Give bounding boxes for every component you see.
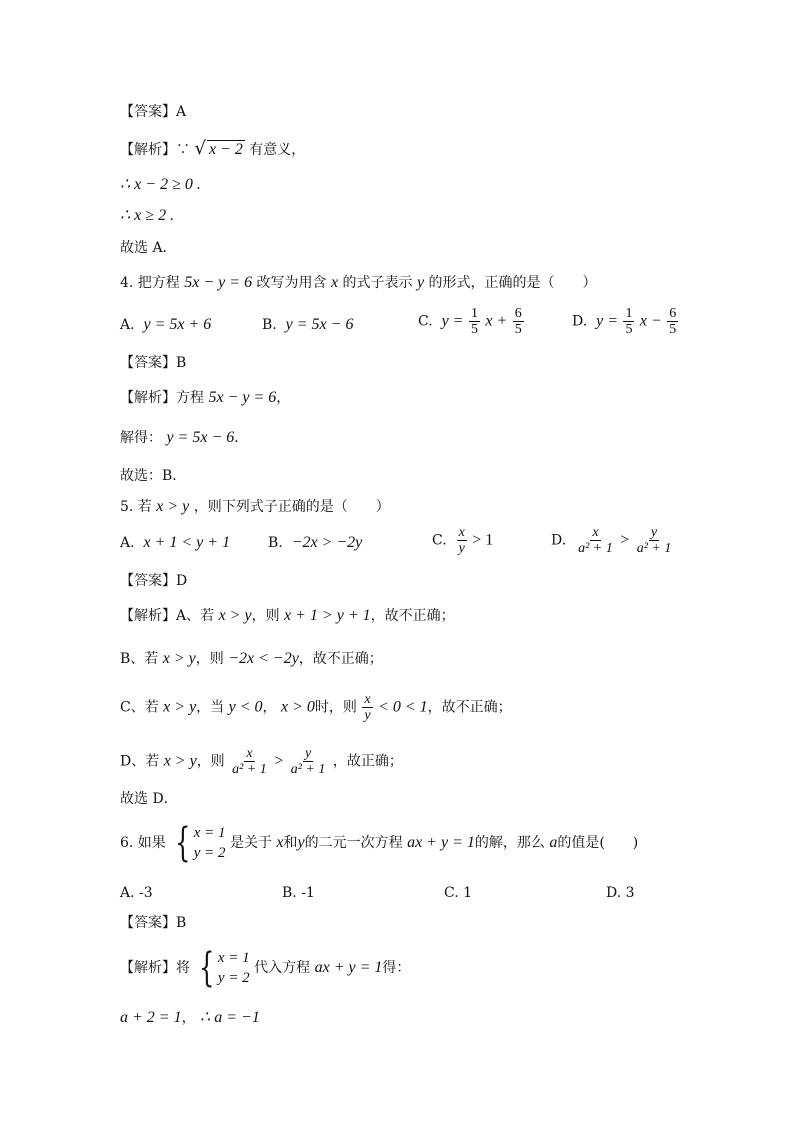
analysis-label: 【解析】方程 <box>120 390 204 406</box>
q6-var-y: y <box>297 834 305 851</box>
numerator: 6 <box>514 306 522 321</box>
text: D、若 <box>120 753 160 770</box>
fraction <box>362 692 372 723</box>
text: 是关于 <box>229 835 272 851</box>
text: ，故正确； <box>332 753 403 770</box>
numerator: x <box>364 692 371 707</box>
solve-equation: y = 5x − 6 <box>166 429 235 446</box>
q3-answer: 【答案】A <box>120 104 187 120</box>
solve-label: 解得： <box>120 430 162 446</box>
fraction <box>289 746 328 777</box>
numerator: y <box>650 525 658 540</box>
q5-analysis-a <box>120 606 455 626</box>
expr: y < 0 <box>228 698 263 716</box>
option-expr: −2x > −2y <box>291 534 363 551</box>
option-op: > <box>620 531 630 549</box>
q5-stem-prefix: 5. 若 <box>120 499 152 515</box>
option-mid: x − <box>639 312 662 330</box>
q4-stem <box>120 273 597 293</box>
denominator: a² + 1 <box>290 762 326 777</box>
expr: −2x < −2y <box>228 650 299 667</box>
equation-system <box>194 945 250 991</box>
q6-option-a[interactable]: A. -3 <box>120 885 153 901</box>
text: ，故不正确； <box>370 608 455 624</box>
system-row: x = 1 <box>217 950 250 966</box>
option-label: C. <box>432 532 447 549</box>
q4-solve <box>120 428 248 448</box>
q6-analysis <box>120 945 411 991</box>
q6-option-c[interactable]: C. 1 <box>444 885 473 901</box>
text: 代入方程 <box>254 960 311 976</box>
text: 得： <box>382 960 411 976</box>
denominator: a² + 1 <box>232 762 267 777</box>
q4-option-b[interactable] <box>262 315 353 335</box>
q6-var-a: a <box>549 834 558 851</box>
expr: x + 1 > y + 1 <box>284 607 371 624</box>
text: 和 <box>283 835 298 851</box>
q5-analysis-b <box>120 649 383 669</box>
q5-analysis-d <box>120 746 403 777</box>
q3-step2: ∴ x ≥ 2 . <box>120 207 175 224</box>
condition: x > y <box>163 752 197 770</box>
text: 的值是( ) <box>557 835 639 851</box>
q6-var-x: x <box>276 834 284 851</box>
because-symbol: ∵ <box>176 142 190 158</box>
q4-equation: 5x − y = 6 <box>184 274 253 291</box>
result-equation: a + 2 = 1 <box>120 1009 182 1026</box>
analysis-label: 【解析】 <box>120 142 176 158</box>
denominator: y <box>458 541 465 556</box>
q3-choose: 故选 A． <box>120 240 177 256</box>
radicand: x − 2 <box>208 141 243 158</box>
text: 【解析】A、若 <box>120 608 215 624</box>
text: ，故不正确； <box>298 651 383 667</box>
q6-stem <box>120 820 639 866</box>
text: 时，则 <box>314 699 357 716</box>
fraction <box>667 306 678 337</box>
q4-answer: 【答案】B <box>120 355 187 371</box>
expr: x > 0 <box>280 698 315 716</box>
q5-choose: 故选 D． <box>120 791 178 807</box>
q4-choose: 故选：B． <box>120 468 187 484</box>
q4-analysis <box>120 388 290 408</box>
text: 的解，那么 <box>474 835 545 851</box>
text: C、若 <box>120 699 159 716</box>
sqrt-symbol-icon: √ <box>194 138 206 159</box>
numerator: 1 <box>470 306 478 321</box>
option-tail: > 1 <box>472 531 494 549</box>
analysis-equation: ax + y = 1 <box>314 959 383 976</box>
text: ， <box>181 1010 196 1026</box>
numerator: x <box>246 746 253 761</box>
fraction <box>469 306 480 337</box>
q4-option-c[interactable] <box>418 306 525 337</box>
fraction <box>635 525 674 556</box>
denominator: 5 <box>669 322 677 337</box>
operator: > <box>274 752 284 770</box>
text: ，则 <box>251 608 280 624</box>
q6-option-d[interactable]: D. 3 <box>606 885 635 901</box>
analysis-equation: 5x − y = 6 <box>208 389 277 406</box>
denominator: a² + 1 <box>636 541 672 556</box>
option-label: C. <box>418 313 433 330</box>
q6-answer: 【答案】B <box>120 915 187 931</box>
option-label: B. <box>262 317 277 333</box>
q4-var-x: x <box>330 274 339 291</box>
condition: x > y <box>162 650 196 667</box>
solve-tail: ． <box>234 430 249 446</box>
q5-answer: 【答案】D <box>120 573 188 589</box>
option-label: D. <box>572 313 588 330</box>
q5-analysis-c <box>120 692 512 723</box>
option-expr: y = 5x + 6 <box>143 316 212 333</box>
q6-result <box>120 1008 260 1028</box>
q5-stem-suffix: ，则下列式子正确的是（ ） <box>193 499 390 515</box>
option-label: D. <box>551 532 567 549</box>
option-mid: x + <box>485 312 508 330</box>
text: ，则 <box>196 753 225 770</box>
q3-step1: ∴ x − 2 ≥ 0 . <box>120 176 201 193</box>
numerator: 6 <box>669 306 677 321</box>
option-expr: y = 5x − 6 <box>285 316 354 333</box>
text: 的二元一次方程 <box>304 835 403 851</box>
equation-system <box>170 820 226 866</box>
numerator: y <box>304 746 312 761</box>
q6-equation: ax + y = 1 <box>407 834 475 851</box>
brace-icon: { <box>199 945 215 991</box>
q5-option-d[interactable] <box>551 525 674 556</box>
q4-stem-mid: 改写为用含 <box>256 275 327 291</box>
fraction <box>513 306 524 337</box>
q4-var-y: y <box>416 274 425 291</box>
result-value: ∴ a = −1 <box>200 1009 260 1026</box>
denominator: y <box>364 708 371 723</box>
q5-condition: x > y <box>156 498 190 515</box>
fraction <box>457 525 467 556</box>
q4-stem-suffix: 的形式，正确的是（ ） <box>428 275 597 291</box>
system-row: y = 2 <box>193 845 226 861</box>
q4-option-a[interactable] <box>120 315 211 335</box>
numerator: x <box>592 525 599 540</box>
q5-option-b[interactable] <box>268 533 362 553</box>
numerator: 1 <box>625 306 633 321</box>
denominator: 5 <box>625 322 633 337</box>
q5-option-a[interactable] <box>120 533 230 553</box>
numerator: x <box>458 525 465 540</box>
condition: x > y <box>163 698 197 716</box>
text: B、若 <box>120 651 159 667</box>
fraction <box>623 306 634 337</box>
option-label: A. <box>120 317 135 333</box>
q5-option-c[interactable] <box>432 525 493 556</box>
text: ，故不正确； <box>427 699 512 716</box>
denominator: 5 <box>470 322 478 337</box>
q6-option-b[interactable]: B. -1 <box>282 885 315 901</box>
meaningful-text: 有意义， <box>249 142 306 158</box>
option-lhs: y = <box>596 312 618 330</box>
q4-stem-mid2: 的式子表示 <box>342 275 413 291</box>
denominator: a² + 1 <box>578 541 613 556</box>
q4-stem-prefix: 4. 把方程 <box>120 275 180 291</box>
text: ，当 <box>196 699 225 716</box>
option-lhs: y = <box>441 312 464 330</box>
q6-stem-prefix: 6. 如果 <box>120 835 166 851</box>
denominator: 5 <box>514 322 522 337</box>
fraction <box>576 525 615 556</box>
analysis-label: 【解析】将 <box>120 960 190 976</box>
option-label: B. <box>268 535 283 551</box>
option-expr: x + 1 < y + 1 <box>143 534 231 551</box>
system-row: x = 1 <box>193 825 226 841</box>
expr: < 0 < 1 <box>378 698 428 716</box>
brace-icon: { <box>175 820 191 866</box>
q5-stem <box>120 497 390 517</box>
option-label: A. <box>120 535 135 551</box>
fraction <box>230 746 269 777</box>
system-row: y = 2 <box>217 970 250 986</box>
q4-option-d[interactable] <box>572 306 679 337</box>
text: ，则 <box>195 651 224 667</box>
text: ， <box>262 699 277 716</box>
analysis-tail: ， <box>276 390 291 406</box>
condition: x > y <box>218 607 252 624</box>
q3-analysis <box>120 139 305 160</box>
